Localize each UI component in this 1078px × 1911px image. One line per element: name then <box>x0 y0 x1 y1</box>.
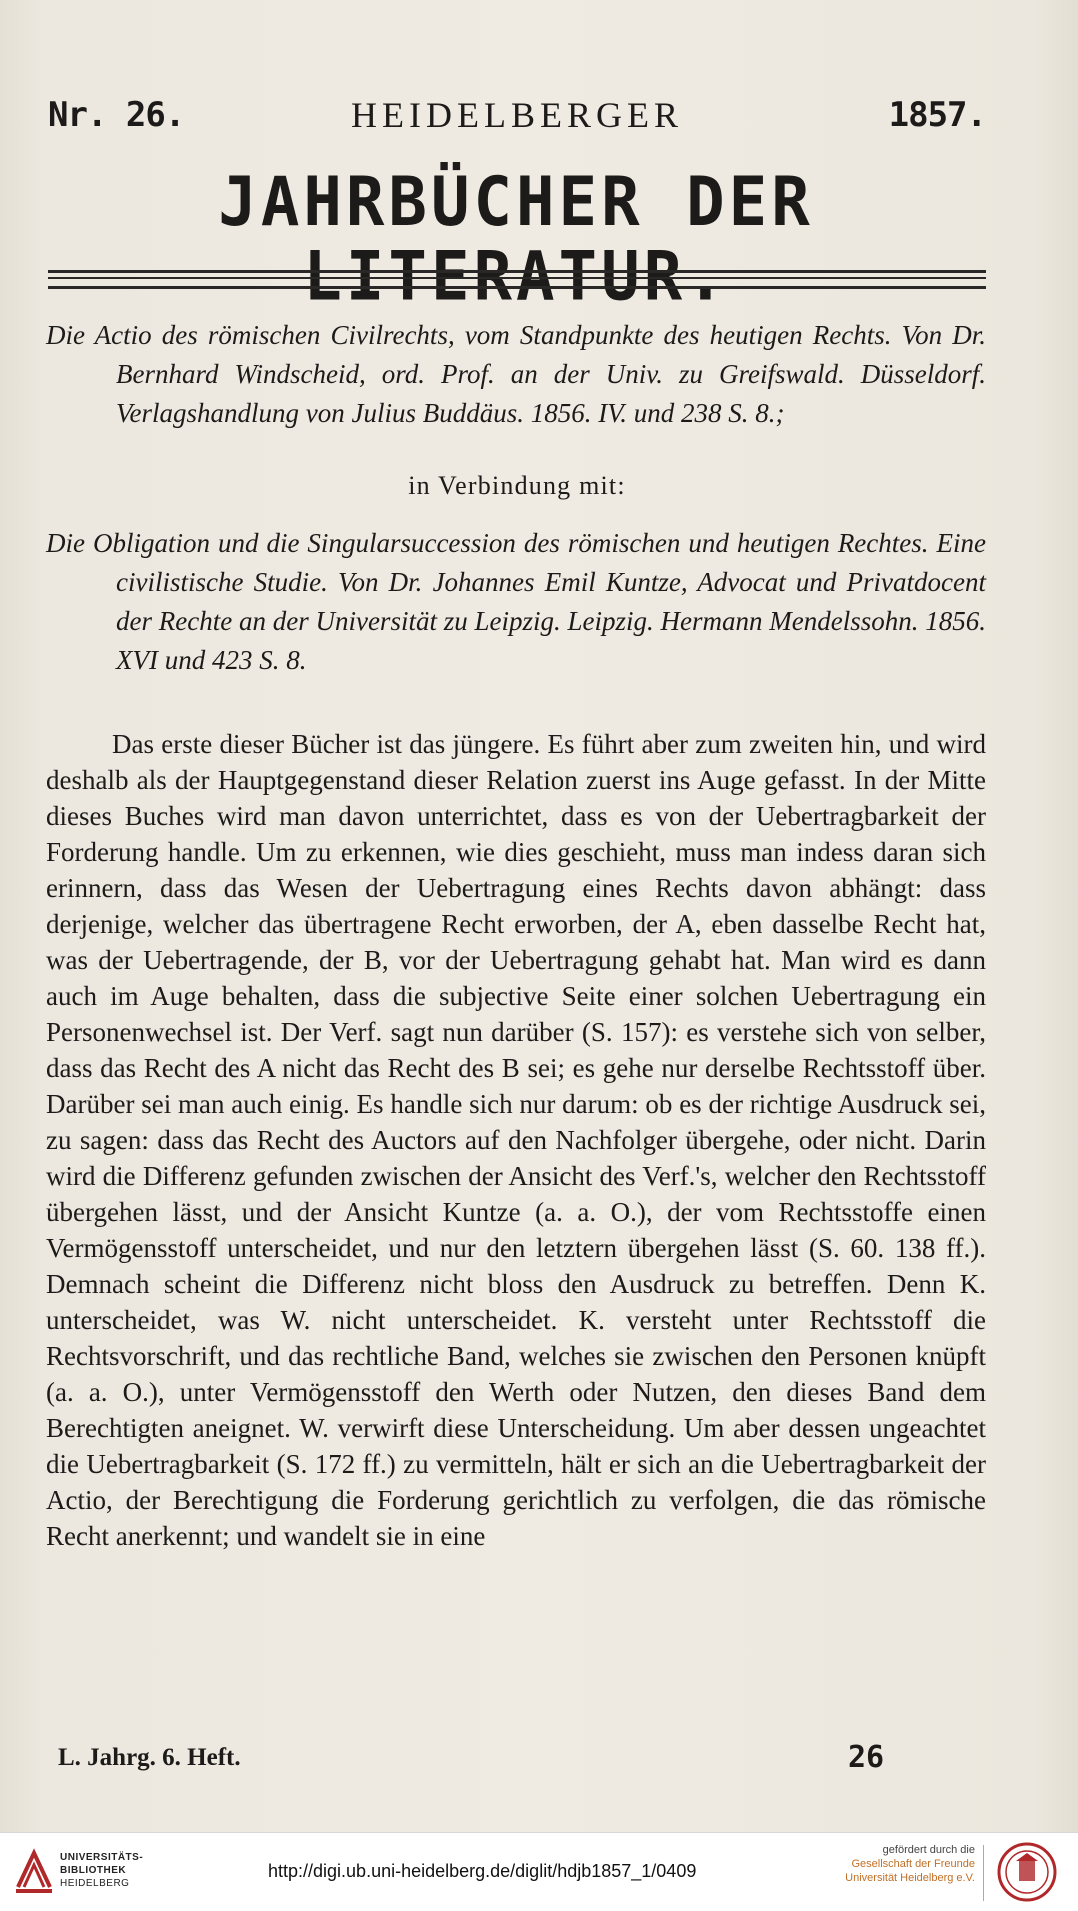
sponsor-line: gefördert durch die <box>882 1844 975 1856</box>
sponsor-line: Gesellschaft der Freunde <box>851 1858 975 1870</box>
reviewed-work-1-citation: Die Actio des römischen Civilrechts, vom Standpunkte des heutigen Rechts. Von Dr. Bernhard Windscheid, ord. Prof. an der Univ. zu Greifswald. Düsseldorf. Verlagshandlung von Julius Buddäus. 1856. IV. und 238 S. 8.; <box>46 320 986 428</box>
library-name <box>60 1851 160 1890</box>
reviewed-work-2-citation: Die Obligation und die Singularsuccession des römischen und heutigen Rechtes. Eine civilistische Studie. Von Dr. Johannes Emil Kuntze, Advocat und Privatdocent der Rechte an der Universität zu Leipzig. Leipzig. Hermann Mendelssohn. 1856. XVI und 423 S. 8. <box>46 528 986 675</box>
journal-name-top: HEIDELBERGER <box>351 95 683 135</box>
page-footer <box>48 1740 986 1784</box>
university-seal-icon[interactable] <box>992 1841 1062 1903</box>
digitization-bar <box>0 1832 1078 1911</box>
connector-text: in Verbindung mit: <box>408 471 626 500</box>
sheet-number: 26 <box>848 1740 885 1775</box>
signature-mark: L. Jahrg. 6. Heft. <box>58 1744 241 1771</box>
library-name-line: UNIVERSITÄTS- <box>60 1852 144 1863</box>
journal-header <box>48 92 986 142</box>
sponsor-line: Universität Heidelberg e.V. <box>845 1872 975 1884</box>
review-body <box>46 726 986 1554</box>
header-rule <box>48 270 986 289</box>
sponsor-text <box>815 1843 975 1885</box>
reviewed-work-2 <box>46 524 986 680</box>
divider <box>983 1845 984 1901</box>
library-logo-icon[interactable] <box>14 1847 54 1899</box>
journal-year: 1857. <box>888 95 986 135</box>
journal-title: JAHRBÜCHER DER LITERATUR. <box>218 163 814 317</box>
reviewed-work-1 <box>46 316 986 433</box>
body-paragraph: Das erste dieser Bücher ist das jüngere. Es führt aber zum zweiten hin, und wird deshalb als der Hauptgegenstand dieser Relation zuerst ins Auge gefasst. In der Mitte dieses Buches wird man davon unterrichtet, dass es von der Uebertragbarkeit der Forderung handle. Um zu erkennen, wie dies geschieht, muss man indess daran sich erinnern, dass das Wesen der Uebertragung eines Rechts davon abhängt: dass derjenige, welcher das übertragene Recht erworben, der A, eben dasselbe Recht hat, was der Uebertragende, der B, vor der Uebertragung gehabt hat. Man wird es dann auch im Auge behalten, dass die subjective Seite einer solchen Uebertragung ein Personenwechsel ist. Der Verf. sagt nun darüber (S. 157): es verstehe sich von selber, dass das Recht des A nicht das Recht des B sei; es gehe nur derselbe Rechtsstoff über. Darüber sei man auch einig. Es handle sich nur darum: ob es der richtige Ausdruck sei, zu sagen: dass das Recht des Auctors auf den Nachfolger übergehe, oder nicht. Darin wird die Differenz gefunden zwischen der Ansicht des Verf.'s, welcher den Rechtsstoff übergehen lässt, und der Ansicht Kuntze (a. a. O.), der vom Rechtsstoffe einen Vermögensstoff unterscheidet, und nur den letztern übergehen lässt (S. 60. 138 ff.). Demnach scheint die Differenz nicht bloss den Ausdruck zu betreffen. Denn K. unterscheidet, was W. nicht unterscheidet. K. versteht unter Rechtsstoff die Rechtsvorschrift, und das rechtliche Band, welches sie zwischen den Personen knüpft (a. a. O.), unter Vermögensstoff den Werth oder Nutzen, den dieses Band dem Berechtigten aneignet. W. verwirft diese Unterscheidung. Um aber dessen ungeachtet die Uebertragbarkeit (S. 172 ff.) zu vermitteln, hält er sich an die Uebertragbarkeit der Actio, der Berechtigung die Forderung gerichtlich zu verfolgen, die das römische Recht anerkennt; und wandelt sie in eine <box>46 729 986 1551</box>
permalink-url[interactable]: http://digi.ub.uni-heidelberg.de/diglit/hdjb1857_1/0409 <box>268 1861 697 1881</box>
issue-number: Nr. 26. <box>48 95 185 135</box>
library-name-line: BIBLIOTHEK <box>60 1865 127 1876</box>
library-name-line: HEIDELBERG <box>60 1878 130 1889</box>
